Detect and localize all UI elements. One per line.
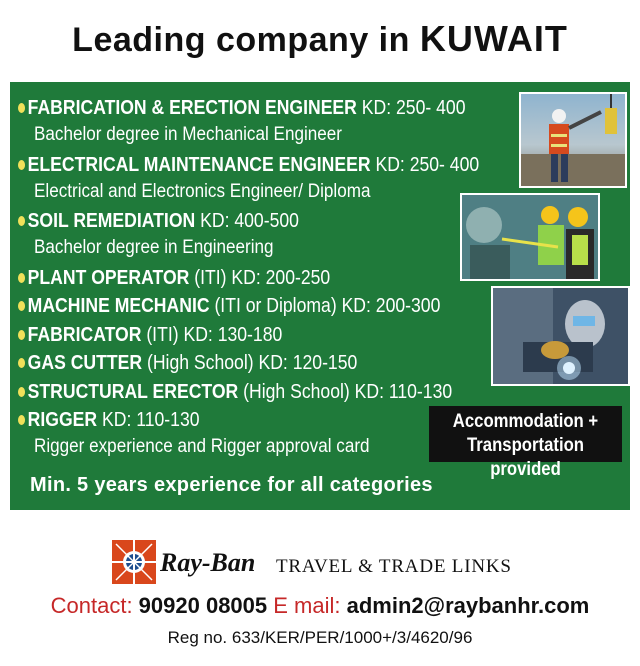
bullet-icon — [18, 273, 25, 283]
bullet-icon — [18, 330, 25, 340]
bullet-icon — [18, 387, 25, 397]
page-title — [0, 18, 640, 60]
job-detail: (High School) KD: 110-130 — [238, 380, 453, 403]
contact-label: Contact: — [50, 593, 139, 618]
benefits-badge — [429, 406, 622, 480]
job-item — [18, 380, 538, 409]
bullet-icon — [18, 358, 25, 368]
job-detail: (ITI) KD: 130-180 — [141, 323, 283, 346]
job-requirement: Rigger experience and Rigger approval card — [34, 436, 370, 457]
job-detail: KD: 250- 400 — [370, 153, 480, 176]
job-title: GAS CUTTER — [27, 352, 143, 374]
job-detail: KD: 110-130 — [97, 409, 200, 431]
email-label: E mail: — [267, 593, 347, 618]
contact-line — [0, 593, 640, 619]
title-country: KUWAIT — [419, 18, 568, 59]
bullet-icon — [18, 415, 25, 425]
company-logo-icon — [112, 540, 156, 584]
job-detail: (High School) KD: 120-150 — [142, 352, 358, 374]
benefits-line-2: Transportation provided — [466, 435, 585, 480]
job-title: FABRICATOR — [27, 323, 142, 346]
company-branding — [112, 540, 532, 584]
job-title: MACHINE MECHANIC — [27, 295, 210, 317]
job-title: ELECTRICAL MAINTENANCE ENGINEER — [27, 153, 371, 176]
header — [0, 0, 640, 82]
welder-photo — [491, 286, 630, 386]
job-detail: (ITI) KD: 200-250 — [189, 266, 331, 289]
job-title: STRUCTURAL ERECTOR — [27, 380, 239, 403]
technicians-photo — [460, 193, 600, 281]
job-requirement: Electrical and Electronics Engineer/ Diploma — [34, 180, 371, 202]
experience-note: Min. 5 years experience for all categories — [30, 474, 433, 496]
job-item — [18, 96, 538, 153]
bullet-icon — [18, 216, 25, 226]
job-item — [18, 351, 538, 380]
worker-photo — [519, 92, 627, 188]
bullet-icon — [18, 103, 25, 113]
job-title: FABRICATION & ERECTION ENGINEER — [27, 97, 357, 119]
bullet-icon — [18, 160, 25, 170]
job-detail: KD: 250- 400 — [356, 97, 466, 119]
job-detail: (ITI or Diploma) KD: 200-300 — [209, 295, 441, 317]
job-title: RIGGER — [27, 409, 98, 431]
job-title: PLANT OPERATOR — [27, 266, 190, 289]
job-title: SOIL REMEDIATION — [27, 210, 196, 232]
job-item — [18, 294, 538, 323]
company-brand: Ray-Ban — [160, 548, 256, 577]
benefits-line-1: Accommodation + — [452, 411, 599, 432]
title-text: Leading company in — [72, 21, 410, 59]
job-requirement: Bachelor degree in Mechanical Engineer — [34, 124, 342, 145]
job-detail: KD: 400-500 — [195, 210, 299, 232]
phone-number[interactable]: 90920 08005 — [138, 593, 268, 618]
email-address[interactable]: admin2@raybanhr.com — [346, 593, 590, 618]
job-requirement: Bachelor degree in Engineering — [34, 237, 274, 258]
registration-number: Reg no. 633/KER/PER/1000+/3/4620/96 — [167, 628, 473, 647]
company-tagline: TRAVEL & TRADE LINKS — [276, 556, 512, 577]
job-item — [18, 323, 538, 352]
bullet-icon — [18, 301, 25, 311]
